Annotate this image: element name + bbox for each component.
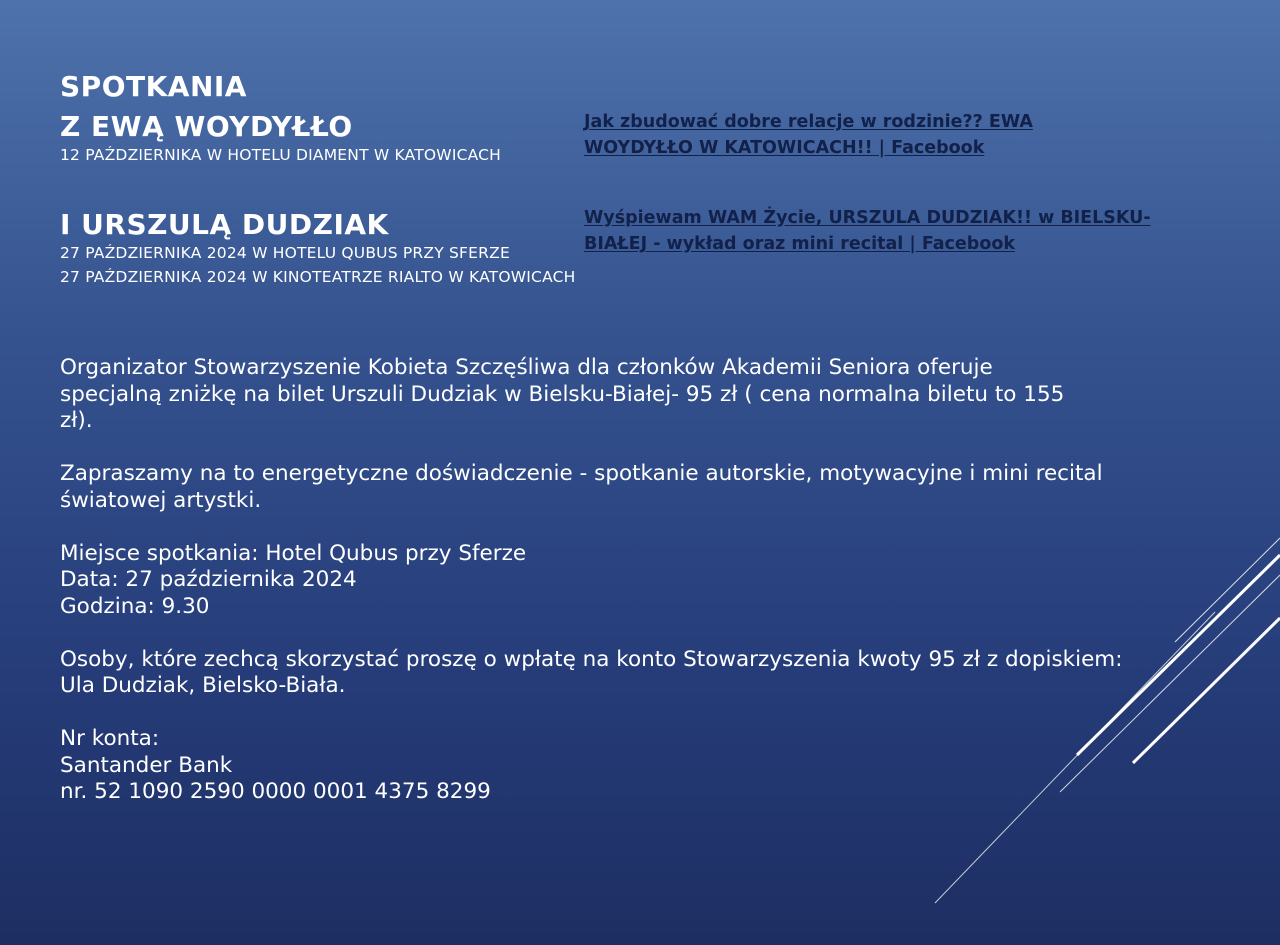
meeting-place: Miejsce spotkania: Hotel Qubus przy Sferze [60,540,527,566]
heading-spotkania: SPOTKANIA [60,70,247,103]
account-label: Nr konta: [60,726,160,751]
account-number: nr. 52 1090 2590 0000 0001 4375 8299 [60,779,491,804]
subheading-urszula-date-1: 27 PAŹDZIERNIKA 2024 W HOTELU QUBUS PRZY SFERZE [60,244,510,262]
deco-line-4 [1133,618,1280,763]
heading-ewa-woydyllo: Z EWĄ WOYDYŁŁO [60,110,353,143]
bank-name: Santander Bank [60,752,233,778]
facebook-link-urszula-dudziak[interactable]: Wyśpiewam WAM Życie, URSZULA DUDZIAK!! w BIELSKU-BIAŁEJ - wykład oraz mini recital | Facebook [584,208,1151,254]
body-paragraph-invitation: Zapraszamy na to energetyczne doświadczenie - spotkanie autorskie, motywacyjne i mini recital światowej artystki. [60,461,1103,513]
subheading-urszula-date-2: 27 PAŹDZIERNIKA 2024 W KINOTEATRZE RIALTO W KATOWICACH [60,268,576,286]
facebook-link-ewa-woydyllo[interactable]: Jak zbudować dobre relacje w rodzinie?? EWA WOYDYŁŁO W KATOWICACH!! | Facebook [584,112,1033,158]
body-paragraph-payment: Osoby, które zechcą skorzystać proszę o wpłatę na konto Stowarzyszenia kwoty 95 zł z dopiskiem: Ula Dudziak, Bielsko-Biała. [60,646,1123,698]
deco-line-3 [1060,575,1280,792]
subheading-ewa-date: 12 PAŹDZIERNIKA W HOTELU DIAMENT W KATOWICACH [60,146,502,164]
meeting-time: Godzina: 9.30 [60,593,210,619]
meeting-date: Data: 27 października 2024 [60,567,357,592]
deco-line-5 [935,612,1215,903]
deco-line-2 [1077,555,1280,755]
body-paragraph-offer: Organizator Stowarzyszenie Kobieta Szczęśliwa dla członków Akademii Seniora oferuje specjalną zniżkę na bilet Urszuli Dudziak w Bielsku-Białej- 95 zł ( cena normalna biletu to 155 zł). [60,355,1065,433]
heading-urszula-dudziak: I URSZULĄ DUDZIAK [60,208,389,241]
